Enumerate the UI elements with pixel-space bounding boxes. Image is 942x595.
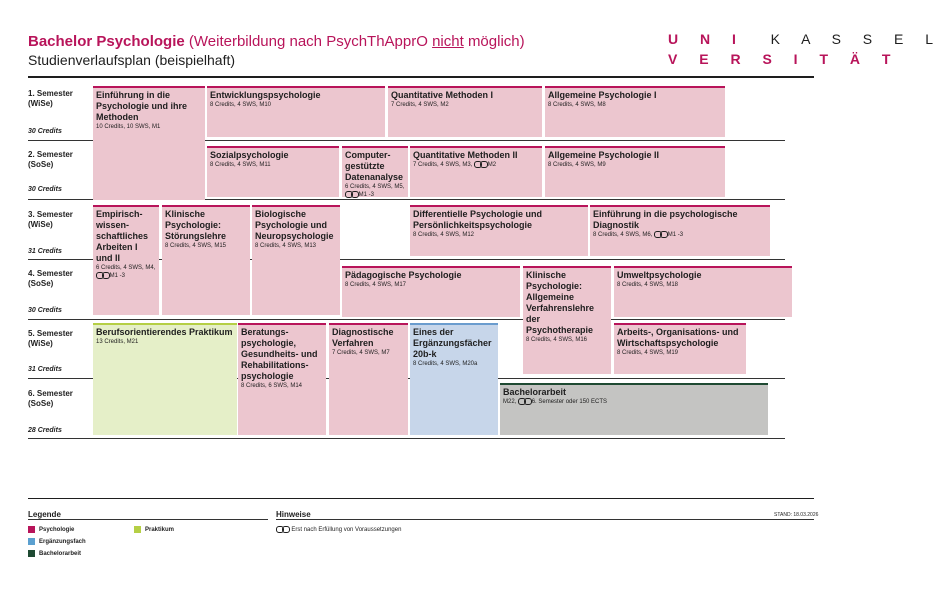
prerequisite-icon (282, 526, 290, 533)
logo-kassel: K A S S E L (770, 31, 942, 47)
module-empirisch-wissenschaftliches-arbeiten[interactable]: Empirisch-wissen-schaftliches Arbeiten I und II 6 Credits, 4 SWS, M4, M1 -3 (93, 205, 159, 315)
hints-title: Hinweise (276, 510, 311, 519)
title-rest-2: möglich) (467, 33, 525, 50)
module-differentielle-psychologie[interactable]: Differentielle Psychologie und Persönlichkeitspsychologie 8 Credits, 4 SWS, M12 (410, 205, 588, 256)
module-sozialpsychologie[interactable]: Sozialpsychologie 8 Credits, 4 SWS, M11 (207, 146, 339, 197)
semester-2-credits: 30 Credits (28, 186, 62, 193)
module-bachelorarbeit[interactable]: Bachelorarbeit M22, 6. Semester oder 150 ECTS (500, 383, 768, 435)
header-rule (28, 76, 814, 78)
university-logo (668, 29, 942, 69)
semester-6-credits: 28 Credits (28, 427, 62, 434)
module-einfuehrung[interactable]: Einführung in die Psychologie und ihre Methoden 10 Credits, 10 SWS, M1 (93, 86, 205, 200)
semester-6-label: 6. Semester (SoSe) (28, 389, 73, 408)
legend-swatch (28, 526, 35, 533)
module-praktikum[interactable]: Berufsorientierendes Praktikum 13 Credits, M21 (93, 323, 237, 435)
module-arbeitspsychologie[interactable]: Arbeits-, Organisations- und Wirtschaftspsychologie 8 Credits, 4 SWS, M19 (614, 323, 746, 374)
module-biologische-psychologie[interactable]: Biologische Psychologie und Neuropsychologie 8 Credits, 4 SWS, M13 (252, 205, 340, 315)
module-paedagogische-psychologie[interactable]: Pädagogische Psychologie 8 Credits, 4 SWS, M17 (342, 266, 520, 317)
legend-title: Legende (28, 510, 61, 519)
legend-item-praktikum: Praktikum (134, 526, 174, 533)
page-subtitle: Studienverlaufsplan (beispielhaft) (28, 52, 236, 68)
hint-prerequisite: Erst nach Erfüllung von Voraussetzungen (276, 526, 401, 533)
legend-swatch (28, 538, 35, 545)
title-bold: Bachelor Psychologie (28, 33, 185, 50)
logo-versitaet: V E R S I T Ä T (668, 51, 900, 67)
module-stoerungslehre[interactable]: Klinische Psychologie: Störungslehre 8 Credits, 4 SWS, M15 (162, 205, 250, 315)
semester-4-label: 4. Semester (SoSe) (28, 269, 73, 288)
stand-date: STAND: 18.03.2026 (774, 512, 819, 518)
legend-item-bachelorarbeit: Bachelorarbeit (28, 550, 81, 557)
module-beratungspsychologie[interactable]: Beratungs-psychologie, Gesundheits- und Rehabilitations-psychologie 8 Credits, 6 SWS, M14 (238, 323, 326, 435)
semester-1-credits: 30 Credits (28, 128, 62, 135)
semester-5-credits: 31 Credits (28, 366, 62, 373)
title-rest-1: (Weiterbildung nach PsychThApprO (188, 33, 428, 50)
page-title (28, 33, 525, 50)
module-quantitative-methoden-2[interactable]: Quantitative Methoden II 7 Credits, 4 SWS, M3, M2 (410, 146, 542, 197)
legend-rule (28, 519, 268, 520)
hints-rule (276, 519, 814, 520)
semester-3-credits: 31 Credits (28, 248, 62, 255)
module-verfahrenslehre[interactable]: Klinische Psychologie: Allgemeine Verfahrenslehre der Psychotherapie 8 Credits, 4 SWS, M16 (523, 266, 611, 374)
semester-divider (28, 438, 785, 439)
semester-4-credits: 30 Credits (28, 307, 62, 314)
legend-swatch (28, 550, 35, 557)
module-umweltpsychologie[interactable]: Umweltpsychologie 8 Credits, 4 SWS, M18 (614, 266, 792, 317)
semester-divider (28, 319, 785, 320)
legend-item-ergaenzungsfach: Ergänzungsfach (28, 538, 86, 545)
semester-5-label: 5. Semester (WiSe) (28, 329, 73, 348)
module-allgemeine-psychologie-1[interactable]: Allgemeine Psychologie I 8 Credits, 4 SWS, M8 (545, 86, 725, 137)
title-underlined: nicht (432, 33, 464, 50)
legend-item-psychologie: Psychologie (28, 526, 74, 533)
module-diagnostik[interactable]: Einführung in die psychologische Diagnostik 8 Credits, 4 SWS, M6, M1 -3 (590, 205, 770, 256)
legend-swatch (134, 526, 141, 533)
footer-rule (28, 498, 814, 499)
module-quantitative-methoden-1[interactable]: Quantitative Methoden I 7 Credits, 4 SWS, M2 (388, 86, 542, 137)
module-allgemeine-psychologie-2[interactable]: Allgemeine Psychologie II 8 Credits, 4 SWS, M9 (545, 146, 725, 197)
semester-1-label: 1. Semester (WiSe) (28, 89, 73, 108)
module-entwicklungspsychologie[interactable]: Entwicklungspsychologie 8 Credits, 4 SWS, M10 (207, 86, 385, 137)
module-ergaenzungsfach[interactable]: Eines der Ergänzungsfächer 20b-k 8 Credits, 4 SWS, M20a (410, 323, 498, 435)
module-diagnostische-verfahren[interactable]: Diagnostische Verfahren 7 Credits, 4 SWS, M7 (329, 323, 408, 435)
logo-uni: U N I (668, 31, 745, 47)
module-datenanalyse[interactable]: Computer-gestützte Datenanalyse 6 Credits, 4 SWS, M5, M1 -3 (342, 146, 408, 197)
semester-3-label: 3. Semester (WiSe) (28, 210, 73, 229)
semester-2-label: 2. Semester (SoSe) (28, 150, 73, 169)
